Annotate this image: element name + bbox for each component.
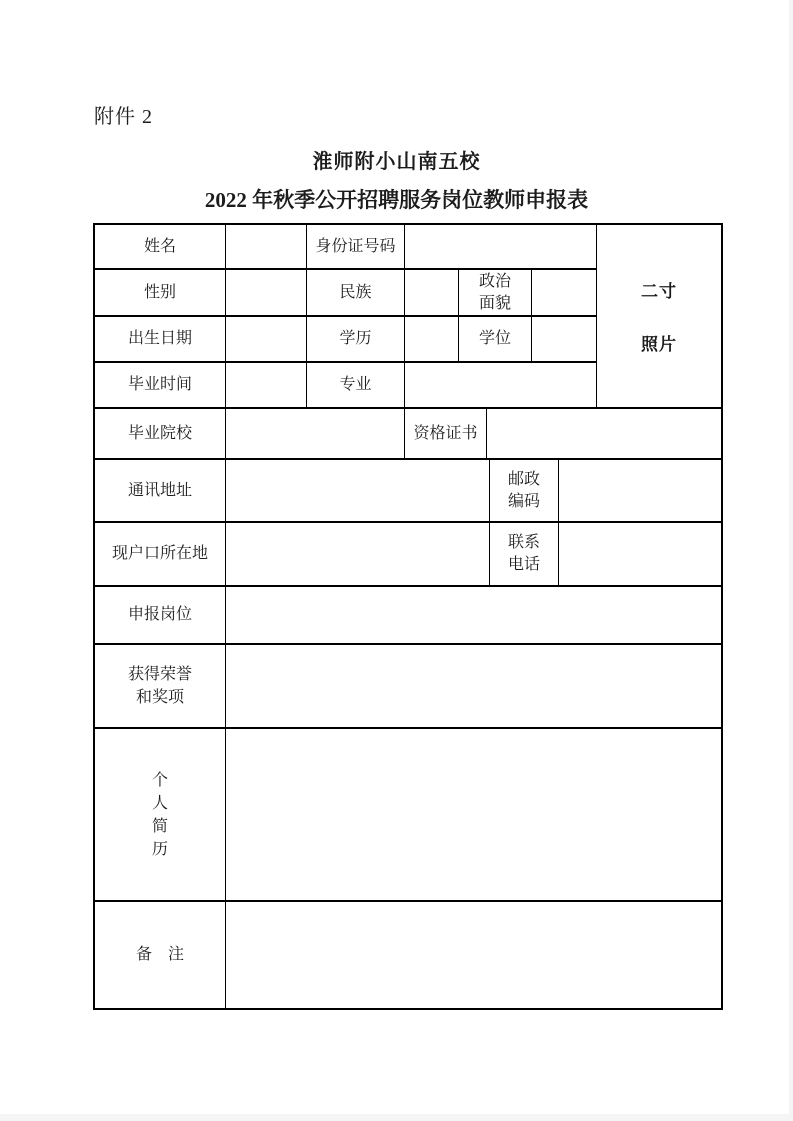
- contact-phone-label: [490, 523, 559, 585]
- degree-field[interactable]: [532, 317, 597, 361]
- remarks-label: 备 注: [95, 902, 226, 1008]
- honors-awards-label-line2: 和奖项: [135, 689, 184, 706]
- personal-resume-label: [95, 729, 226, 900]
- degree-label: 学位: [459, 317, 532, 361]
- form-row-remarks: [95, 902, 721, 1008]
- personal-resume-label-char4: 历: [151, 840, 168, 858]
- personal-resume-label-char2: 人: [151, 794, 168, 812]
- remarks-field[interactable]: [226, 902, 721, 1008]
- applied-position-label: 申报岗位: [95, 587, 226, 643]
- form-row-position: [95, 587, 721, 645]
- gender-field[interactable]: [226, 270, 307, 315]
- political-status-label-line1: 政治: [478, 272, 511, 290]
- qualification-certificate-field[interactable]: [487, 409, 721, 458]
- graduation-time-field[interactable]: [226, 363, 307, 407]
- form-row-address: [95, 460, 721, 523]
- page-bottom-edge: [0, 1114, 793, 1121]
- mailing-address-field[interactable]: [226, 460, 490, 521]
- contact-phone-label-line2: 电话: [507, 556, 540, 573]
- page-right-edge: [789, 0, 793, 1121]
- id-number-field[interactable]: [405, 225, 597, 268]
- political-status-field[interactable]: [532, 270, 597, 315]
- personal-resume-label-char3: 简: [151, 817, 168, 835]
- gender-label: 性别: [95, 270, 226, 315]
- graduation-school-label: 毕业院校: [95, 409, 226, 458]
- id-number-label: 身份证号码: [307, 225, 405, 268]
- education-field[interactable]: [405, 317, 459, 361]
- page-title-school: 淮师附小山南五校: [312, 151, 481, 173]
- personal-resume-field[interactable]: [226, 729, 721, 900]
- photo-placeholder-box: [597, 225, 721, 409]
- attachment-label: 附件 2: [94, 106, 153, 128]
- form-row-household: [95, 523, 721, 587]
- ethnicity-field[interactable]: [405, 270, 459, 315]
- photo-box-line2: 照片: [641, 335, 677, 354]
- honors-awards-label: [95, 645, 226, 727]
- household-registration-label: 现户口所在地: [95, 523, 226, 585]
- postal-code-label-line2: 编码: [507, 492, 540, 510]
- form-row-school: [95, 409, 721, 460]
- form-row-honors: [95, 645, 721, 729]
- ethnicity-label: 民族: [307, 270, 405, 315]
- honors-awards-field[interactable]: [226, 645, 721, 727]
- photo-box-line1: 二寸: [641, 282, 677, 301]
- political-status-label-line2: 面貌: [478, 294, 511, 312]
- education-label: 学历: [307, 317, 405, 361]
- postal-code-label-line1: 邮政: [507, 470, 540, 488]
- mailing-address-label: 通讯地址: [95, 460, 226, 521]
- form-row-resume: [95, 729, 721, 902]
- honors-awards-label-line1: 获得荣誉: [127, 666, 192, 683]
- birth-date-field[interactable]: [226, 317, 307, 361]
- graduation-time-label: 毕业时间: [95, 363, 226, 407]
- page-title-form: 2022 年秋季公开招聘服务岗位教师申报表: [204, 188, 589, 212]
- birth-date-label: 出生日期: [95, 317, 226, 361]
- personal-resume-label-char1: 个: [151, 771, 168, 789]
- name-label: 姓名: [95, 225, 226, 268]
- applied-position-field[interactable]: [226, 587, 721, 643]
- name-field[interactable]: [226, 225, 307, 268]
- graduation-school-field[interactable]: [226, 409, 405, 458]
- political-status-label: [459, 270, 532, 315]
- postal-code-label: [490, 460, 559, 521]
- qualification-certificate-label: 资格证书: [405, 409, 487, 458]
- postal-code-field[interactable]: [559, 460, 721, 521]
- contact-phone-field[interactable]: [559, 523, 721, 585]
- major-label: 专业: [307, 363, 405, 407]
- contact-phone-label-line1: 联系: [507, 534, 540, 551]
- application-form-table: [93, 223, 723, 1010]
- household-registration-field[interactable]: [226, 523, 490, 585]
- major-field[interactable]: [405, 363, 597, 407]
